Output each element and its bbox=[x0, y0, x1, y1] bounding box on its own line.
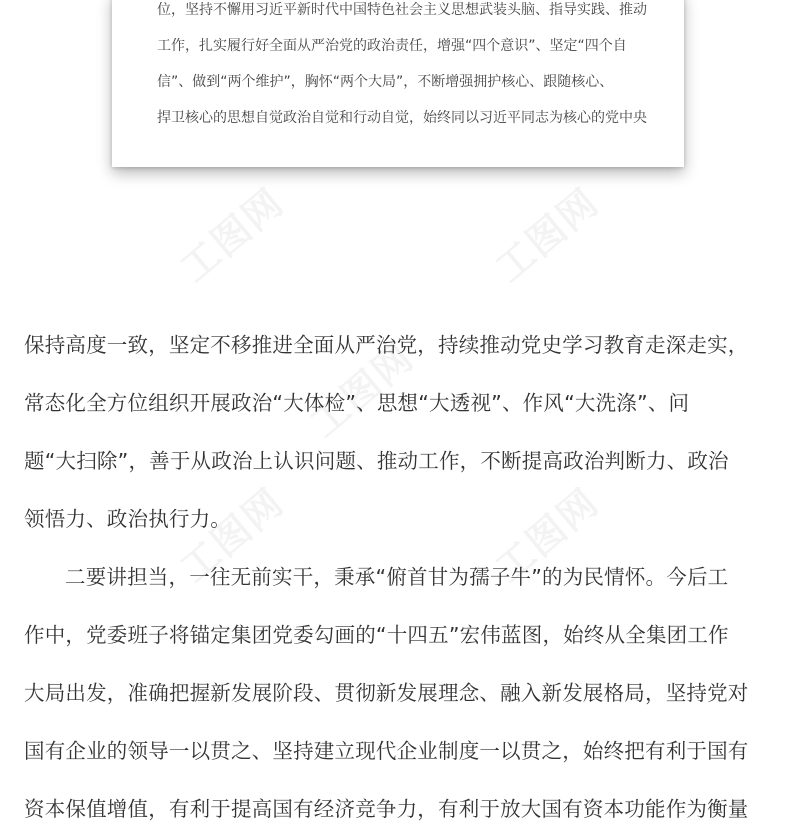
body-line: 国有企业的领导一以贯之、坚持建立现代企业制度一以贯之，始终把有利于国有 bbox=[24, 739, 749, 763]
watermark: 工图网 bbox=[172, 479, 293, 591]
watermark: 工图网 bbox=[487, 179, 608, 291]
quote-card bbox=[112, 0, 684, 167]
body-text bbox=[24, 316, 774, 838]
body-line: 常态化全方位组织开展政治“大体检”、思想“大透视”、作风“大洗涤”、问 bbox=[24, 391, 690, 415]
body-line: 大局出发，准确把握新发展阶段、贯彻新发展理念、融入新发展格局，坚持党对 bbox=[24, 681, 749, 705]
body-line: 保持高度一致，坚定不移推进全面从严治党，持续推动党史学习教育走深走实， bbox=[24, 333, 749, 357]
paragraph-start-line: 二要讲担当，一往无前实干，秉承“俯首甘为孺子牛”的为民情怀。今后工 bbox=[65, 565, 729, 589]
watermark: 工图网 bbox=[172, 179, 293, 291]
body-line: 资本保值增值，有利于提高国有经济竞争力，有利于放大国有资本功能作为衡量 bbox=[24, 797, 749, 821]
body-line: 领悟力、政治执行力。 bbox=[24, 507, 231, 531]
body-line: 题“大扫除”，善于从政治上认识问题、推动工作，不断提高政治判断力、政治 bbox=[24, 449, 729, 473]
watermark: 工图网 bbox=[302, 334, 423, 446]
body-line: 作中，党委班子将锚定集团党委勾画的“十四五”宏伟蓝图，始终从全集团工作 bbox=[24, 623, 729, 647]
watermark: 工图网 bbox=[487, 479, 608, 591]
card-line: 捍卫核心的思想自觉政治自觉和行动自觉，始终同以习近平同志为核心的党中央 bbox=[157, 110, 647, 126]
card-line: 工作，扎实履行好全面从严治党的政治责任，增强“四个意识”、坚定“四个自 bbox=[157, 38, 627, 54]
quote-card-text bbox=[157, 0, 652, 136]
card-line: 位，坚持不懈用习近平新时代中国特色社会主义思想武装头脑、指导实践、推动 bbox=[157, 2, 647, 18]
card-line: 信”、做到“两个维护”，胸怀“两个大局”，不断增强拥护核心、跟随核心、 bbox=[157, 74, 614, 90]
